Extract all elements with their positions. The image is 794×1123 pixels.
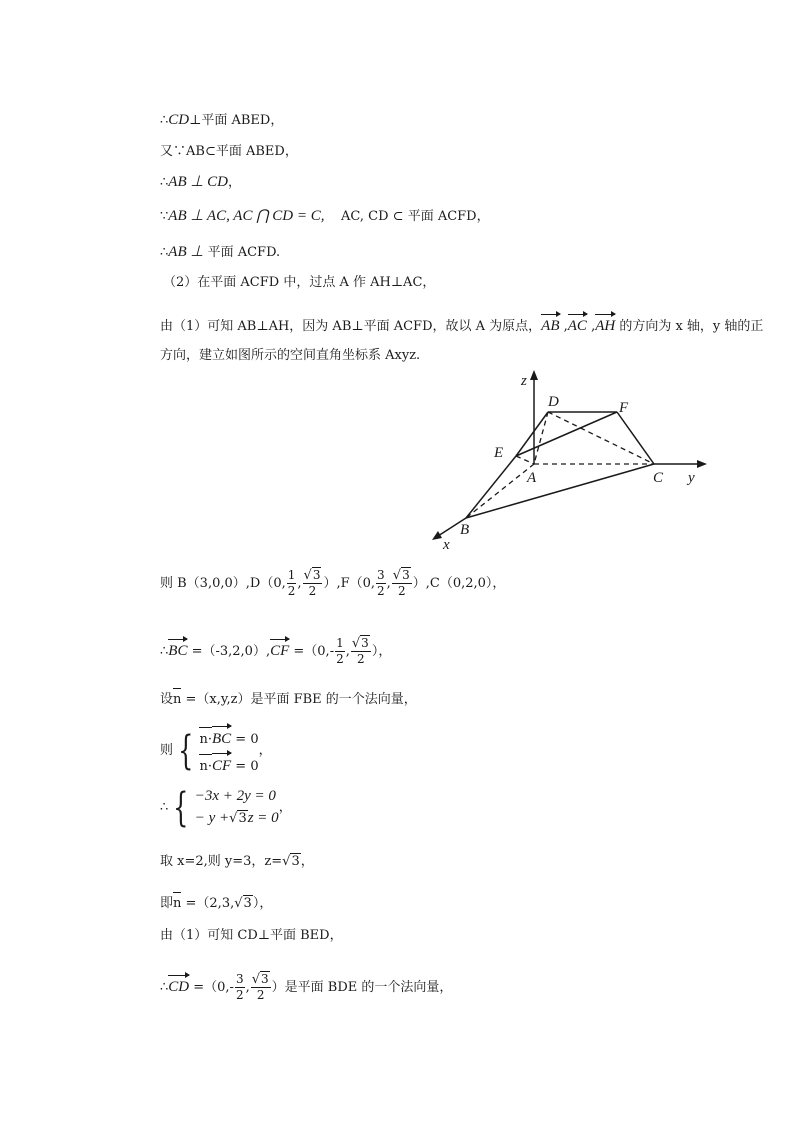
denominator: 2 [357,652,365,666]
hidden-edge-d-a [534,412,548,464]
radical: √3 [234,896,252,911]
left-brace: { [178,728,194,774]
vector-ac: AC [568,312,587,336]
point-e-label: E [494,445,504,461]
system-row [199,751,258,778]
fraction [251,972,271,1003]
statement-text: AC, CD ⊂ 平面 ACFD， [341,209,490,224]
line-because [160,206,490,227]
separator: , [559,319,568,334]
radical: √3 [282,854,300,869]
radicand: 3 [261,972,269,986]
fraction [287,568,297,599]
vector-value: ）， [252,896,273,911]
statement-text: 取 x=2,则 y=3，z= [160,854,283,869]
system-row [199,724,258,751]
vector-value: =（-3,2,0）, [187,644,271,659]
therefore-symbol: ∴ [160,113,169,128]
math-expression: AB ⊥ [168,244,204,260]
coordinate-text: ）,F（0, [323,576,376,591]
edge-b-c [466,464,654,518]
radicand: 3 [243,896,252,911]
vector-bc: BC [168,637,187,661]
statement-text: 由（1）可知 AB⊥AH，因为 AB⊥平面 ACFD，故以 A 为原点， [160,319,542,334]
system-row [195,807,279,830]
point-b-label: B [460,522,470,538]
x-axis-arrowhead [432,531,442,540]
system-row: −3x + 2y = 0 [194,788,276,804]
fraction [376,568,386,599]
radicand: 3 [238,811,247,826]
numerator: 1 [287,568,296,582]
vector-value: =（0,- [289,644,335,659]
therefore-symbol: ∴ [160,980,169,995]
statement-text: 又∵AB⊂平面 ABED， [160,144,298,159]
z-axis-label: z [521,373,527,389]
vector-cd: CD [168,973,189,997]
vector-value: ）， [371,644,392,659]
numerator: 3 [377,568,385,582]
radicand: 3 [402,568,410,582]
numerator [303,568,323,584]
therefore-symbol: ∴ [160,175,169,190]
math-expression: AB ⊥ CD [168,174,229,190]
vector-value: =（2,3, [181,896,235,911]
coordinate-text: 则 B（3,0,0）,D（0, [160,576,286,591]
vector-bc: BC [212,724,231,750]
cd-variable: CD [168,112,190,128]
numerator [251,972,271,988]
punctuation: ， [228,175,242,190]
coordinate-figure [420,360,710,560]
edge-b-e [466,456,516,518]
statement-text: 由（1）可知 CD⊥平面 BED， [160,928,343,943]
equation-term: − y + [194,810,230,826]
line-ab-perp-cd [160,172,241,193]
hidden-edge-e-a [516,456,534,464]
radicand: 3 [361,636,369,650]
coordinate-text: ）,C（0,2,0）， [412,576,506,591]
denominator: 2 [397,584,406,598]
line-normal-vector-value [160,890,272,914]
statement-text: 即 [160,896,174,911]
punctuation: ， [258,743,272,758]
hidden-edge-a-b [466,464,534,518]
numerator [392,568,412,584]
denominator: 2 [235,988,244,1002]
statement-text: 平面 ACFD. [207,245,281,260]
line-vectors-bc-cf [160,636,391,667]
line-vector-cd [160,972,452,1003]
equation-rhs: = 0 [231,759,259,774]
vector-cf: CF [212,751,231,777]
vector-ah: AH [595,312,615,336]
radical: √3 [303,568,321,583]
denominator: 2 [308,584,317,598]
therefore-symbol: ∴ [160,799,169,815]
equation-term: z = 0 [247,810,279,826]
equation-system [160,785,292,830]
denominator: 2 [336,652,344,666]
statement-text: 则 [160,743,174,758]
line-dot-product-system [160,724,272,778]
denominator: 2 [377,584,385,598]
punctuation: ， [278,799,292,815]
punctuation: ， [300,854,314,869]
line-linear-system [160,785,292,830]
normal-vector-n: n [173,686,181,710]
vector-cf: CF [270,637,289,661]
separator: , [245,980,250,995]
radicand: 3 [291,854,300,869]
radicand: 3 [312,568,321,582]
z-axis-arrowhead [530,370,538,380]
equation-system [160,724,272,778]
point-d-label: D [548,394,559,410]
normal-vector-n: n· [199,725,212,751]
line-take-values [160,852,314,872]
denominator: 2 [287,584,296,598]
fraction [235,972,245,1003]
edge-f-c [617,412,654,464]
statement-text: 设 [160,692,174,707]
separator: , [345,644,350,659]
therefore-symbol: ∴ [160,245,169,260]
separator: , [386,576,391,591]
statement-text: 方向，建立如图所示的空间直角坐标系 Axyz. [160,348,421,363]
x-axis-label: x [443,537,450,553]
line-coordinate-system [160,346,420,366]
line-cd-perp-bed [160,926,343,946]
denominator: 2 [256,988,265,1002]
part-2-heading [163,273,435,293]
because-symbol: ∵ [160,209,169,224]
point-a-label: A [527,470,537,486]
fraction [303,568,323,599]
radical: √3 [251,972,269,987]
line-normal-vector-def [160,686,417,710]
radical: √3 [229,811,247,826]
radical: √3 [351,636,369,651]
math-expression: AB ⊥ AC, AC ⋂ CD = C, [168,208,325,224]
numerator [351,636,371,652]
line-ab-perp-acfd [160,242,280,263]
separator: , [586,319,596,334]
line-point-coordinates [160,568,505,599]
normal-vector-n: n· [199,752,212,778]
statement-text: ）是平面 BDE 的一个法向量， [271,980,453,995]
left-brace: { [173,784,189,831]
vector-value: =（0,- [189,980,234,995]
normal-vector-n: n [173,890,181,914]
statement-text: 的方向为 x 轴，y 轴的正 [615,319,764,334]
y-axis-label: y [688,470,695,486]
statement-text: ⊥平面 ABED， [189,113,284,128]
point-c-label: C [653,470,664,486]
line-ab-in-abed [160,142,298,162]
statement-text: （2）在平面 ACFD 中，过点 A 作 AH⊥AC， [163,275,436,290]
equation-rhs: = 0 [231,732,259,747]
line-coordinate-setup [160,312,763,337]
point-f-label: F [619,400,629,416]
radical: √3 [392,568,410,583]
separator: , [297,576,302,591]
statement-text: =（x,y,z）是平面 FBE 的一个法向量， [181,692,417,707]
vector-ab: AB [541,312,559,336]
fraction [335,636,345,667]
fraction [392,568,412,599]
y-axis-arrowhead [697,460,707,468]
line-cd-perp-abed [160,110,283,131]
numerator: 3 [235,972,244,986]
therefore-symbol: ∴ [160,644,169,659]
fraction [351,636,371,667]
hidden-edge-d-c [548,412,654,464]
numerator: 1 [336,636,344,650]
